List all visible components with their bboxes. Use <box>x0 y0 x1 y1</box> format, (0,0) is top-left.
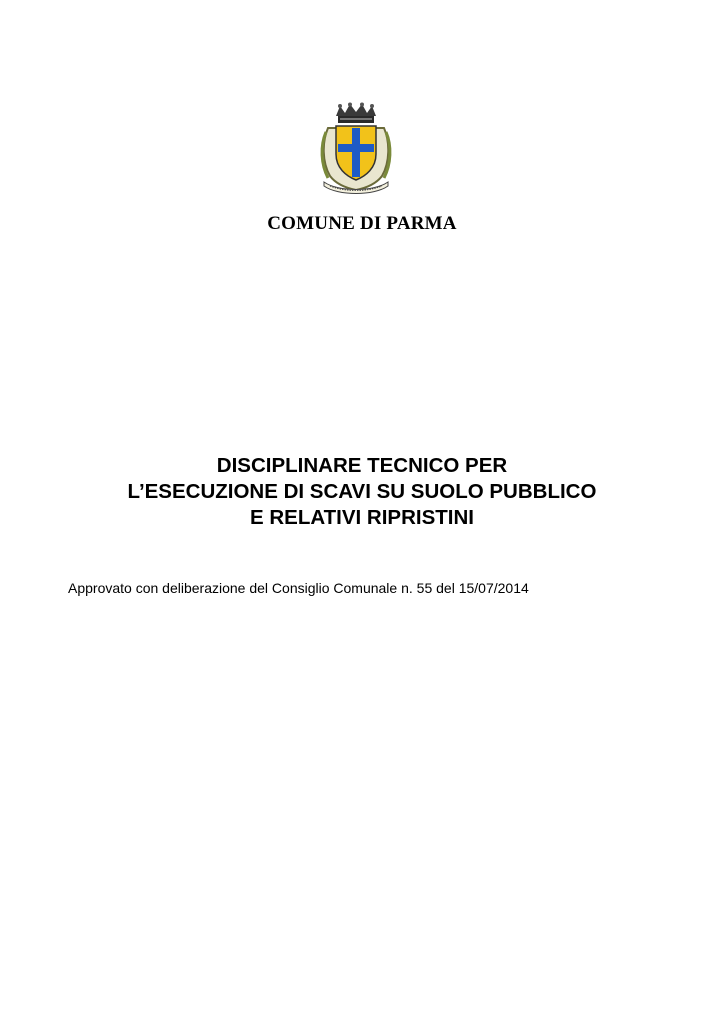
crown-icon <box>336 103 376 124</box>
approval-note: Approvato con deliberazione del Consiglio Comunale n. 55 del 15/07/2014 <box>68 580 529 596</box>
organization-name: COMUNE DI PARMA <box>267 213 457 234</box>
title-line-3: E RELATIVI RIPRISTINI <box>250 506 474 529</box>
title-line-1: DISCIPLINARE TECNICO PER <box>216 454 508 477</box>
document-title <box>0 453 724 531</box>
coat-of-arms-icon <box>318 102 394 196</box>
title-line-2: L’ESECUZIONE DI SCAVI SU SUOLO PUBBLICO <box>127 480 597 503</box>
